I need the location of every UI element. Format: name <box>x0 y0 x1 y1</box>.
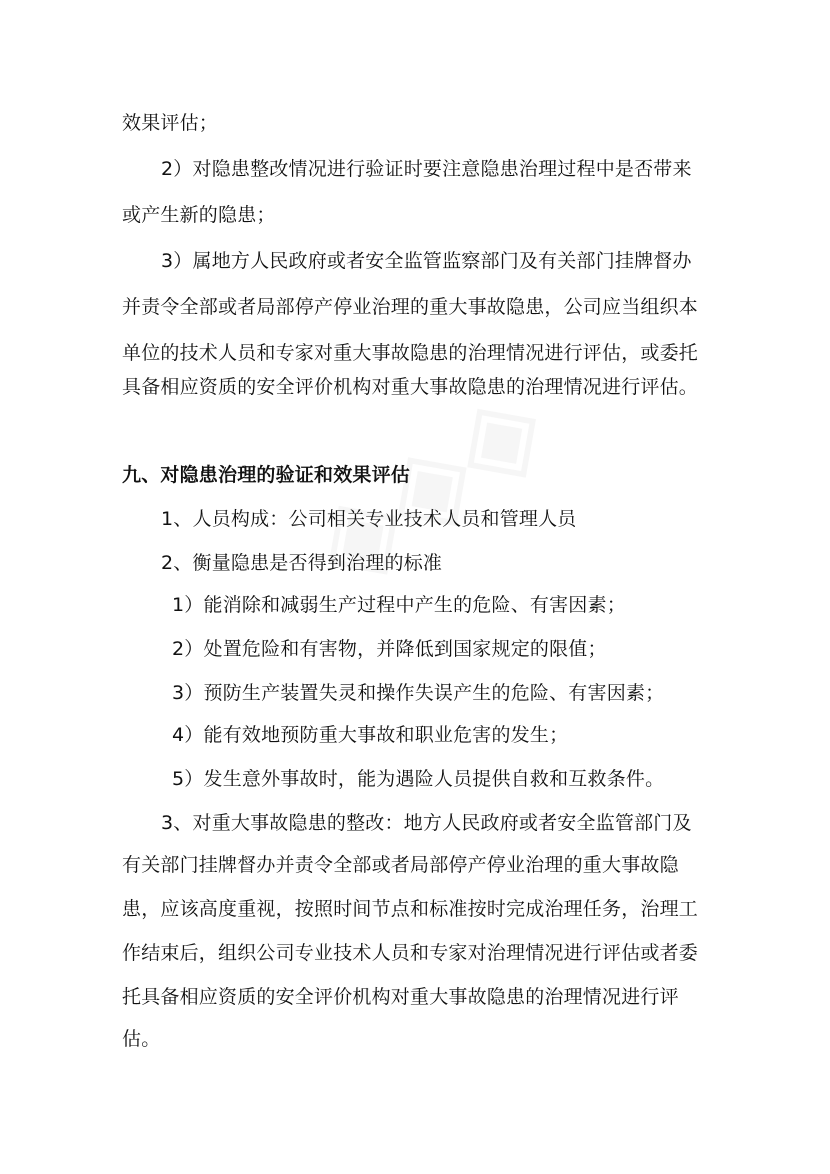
text-line: 托具备相应资质的安全评价机构对重大事故隐患的治理情况进行评 <box>122 986 679 1008</box>
text-line: 2）对隐患整改情况进行验证时要注意隐患治理过程中是否带来 <box>161 158 692 180</box>
list-item: 2）处置危险和有害物，并降低到国家规定的限值； <box>172 638 607 660</box>
text-line: 或产生新的隐患； <box>122 204 276 226</box>
list-item: 4）能有效地预防重大事故和职业危害的发生； <box>172 724 569 746</box>
text-line: 3、对重大事故隐患的整改：地方人民政府或者安全监管部门及 <box>161 812 692 834</box>
text-line: 单位的技术人员和专家对重大事故隐患的治理情况进行评估，或委托 <box>122 342 699 364</box>
text-line: 估。 <box>122 1028 161 1050</box>
text-line: 具备相应资质的安全评价机构对重大事故隐患的治理情况进行评估。 <box>122 376 699 398</box>
text-line: 3）属地方人民政府或者安全监管监察部门及有关部门挂牌督办 <box>161 250 692 272</box>
list-item: 1）能消除和减弱生产过程中产生的危险、有害因素； <box>172 594 626 616</box>
text-line: 患，应该高度重视，按照时间节点和标准按时完成治理任务，治理工 <box>122 898 699 920</box>
text-line: 并责令全部或者局部停产停业治理的重大事故隐患，公司应当组织本 <box>122 296 699 318</box>
list-item: 5）发生意外事故时，能为遇险人员提供自救和互救条件。 <box>172 768 665 790</box>
text-line: 2、衡量隐患是否得到治理的标准 <box>161 552 443 574</box>
text-line: 1、人员构成：公司相关专业技术人员和管理人员 <box>161 508 577 530</box>
list-item: 3）预防生产装置失灵和操作失误产生的危险、有害因素； <box>172 682 665 704</box>
text-line: 效果评估； <box>122 112 219 134</box>
text-line: 有关部门挂牌督办并责令全部或者局部停产停业治理的重大事故隐 <box>122 854 679 876</box>
section-heading: 九、对隐患治理的验证和效果评估 <box>122 464 411 486</box>
text-line: 作结束后，组织公司专业技术人员和专家对治理情况进行评估或者委 <box>122 942 699 964</box>
